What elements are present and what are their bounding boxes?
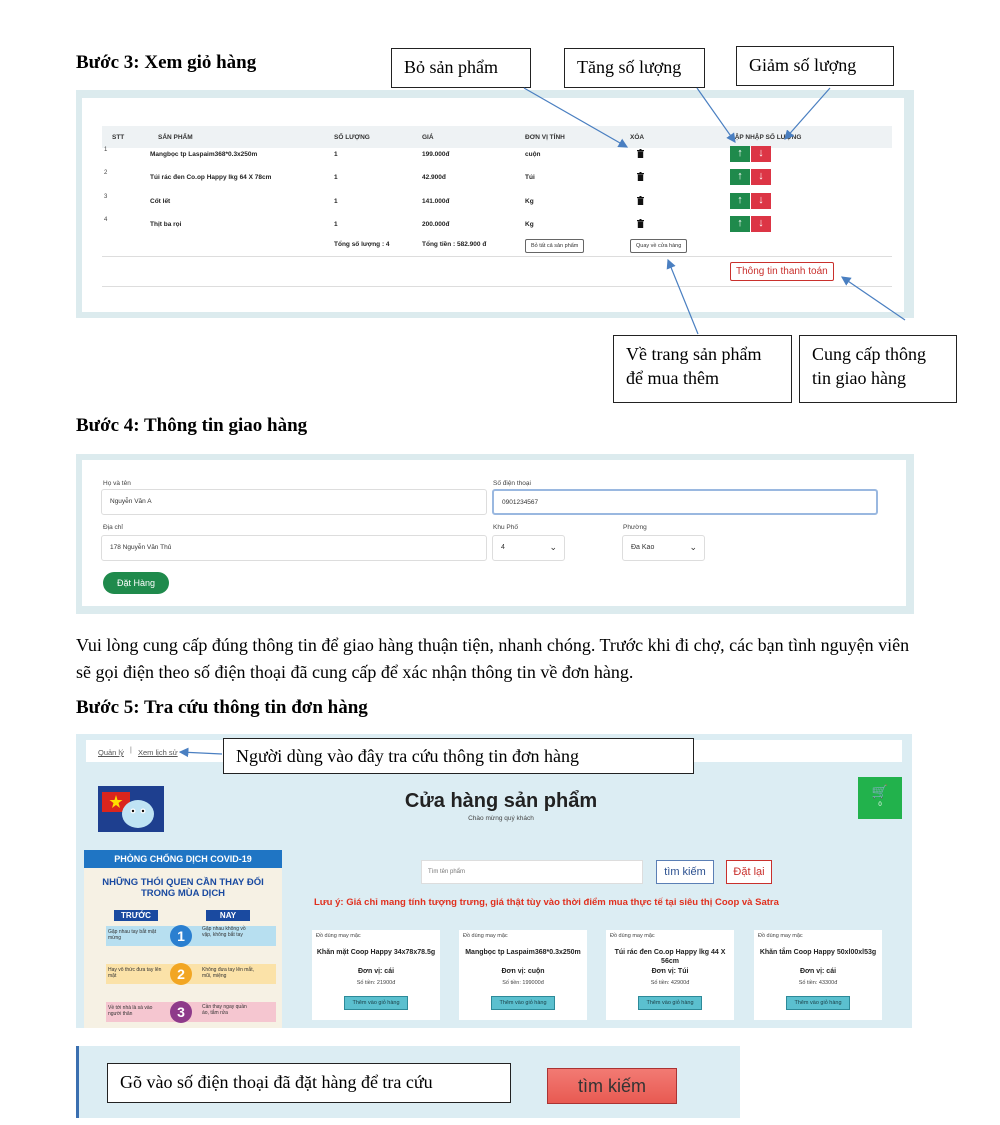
col-product: SẢN PHẨM <box>158 134 193 141</box>
product-name: Khăn mặt Coop Happy 34x78x78.5g <box>316 949 436 956</box>
row-qty: 1 <box>334 221 338 228</box>
back-to-shop-button[interactable]: Quay về cửa hàng <box>630 239 687 253</box>
history-link[interactable]: Xem lịch sử <box>138 748 178 757</box>
checkout-button[interactable]: Thông tin thanh toán <box>730 262 834 281</box>
phone-input[interactable]: 0901234567 <box>492 489 878 515</box>
cart-icon: 🛒 <box>871 784 889 799</box>
callout-back-to-products: Về trang sản phẩm để mua thêm <box>613 335 792 403</box>
decrease-button[interactable]: ↓ <box>751 146 771 162</box>
poster-before-text: Gặp nhau tay bắt mặt mừng <box>108 929 157 941</box>
chevron-down-icon: ⌄ <box>549 542 557 552</box>
arrow-back <box>668 260 698 334</box>
manage-link[interactable]: Quản lý <box>98 748 124 757</box>
product-category: Đồ dùng may mặc <box>758 933 803 939</box>
product-unit: Đơn vị: Túi <box>651 968 689 975</box>
row-qty: 1 <box>334 151 338 158</box>
increase-button[interactable]: ↑ <box>730 169 750 185</box>
row-index: 1 <box>104 147 108 153</box>
shop-title: Cửa hàng sản phẩm <box>404 790 598 812</box>
arrow-history <box>180 752 222 754</box>
row-index: 2 <box>104 170 108 176</box>
row-product: Mangbọc tp Laspaim368*0.3x250m <box>150 151 258 158</box>
col-delete: XÓA <box>630 134 645 141</box>
increase-button[interactable]: ↑ <box>730 193 750 209</box>
product-unit: Đơn vị: cuộn <box>501 968 545 975</box>
col-qty: SỐ LƯỢNG <box>334 134 370 141</box>
step4-heading: Bước 4: Thông tin giao hàng <box>76 415 308 436</box>
col-stt: STT <box>112 134 125 141</box>
add-to-cart-button[interactable]: Thêm vào giỏ hàng <box>491 996 555 1010</box>
poster-before-text: Về tới nhà là sà vào người thân <box>108 1005 153 1017</box>
row-price: 141.000đ <box>422 198 450 205</box>
add-to-cart-button[interactable]: Thêm vào giỏ hàng <box>638 996 702 1010</box>
increase-button[interactable]: ↑ <box>730 146 750 162</box>
callout-remove-product: Bỏ sản phẩm <box>391 48 531 88</box>
row-unit: Kg <box>525 221 534 228</box>
step3-heading: Bước 3: Xem giỏ hàng <box>76 52 257 73</box>
row-price: 200.000đ <box>422 221 450 228</box>
callout-history: Người dùng vào đây tra cứu thông tin đơn hàng <box>223 738 694 774</box>
arrow-shipping <box>842 277 905 320</box>
name-label: Họ và tên <box>103 480 131 487</box>
col-price: GIÁ <box>422 134 434 141</box>
phone-search-button[interactable]: tìm kiếm <box>547 1068 677 1104</box>
phone-label: Số điện thoại <box>493 480 531 487</box>
poster-now-label: NAY <box>206 910 250 921</box>
product-price: Số tiền: 199000đ <box>502 980 544 986</box>
row-product: Cốt lết <box>150 198 171 205</box>
product-category: Đồ dùng may mặc <box>463 933 508 939</box>
decrease-button[interactable]: ↓ <box>751 169 771 185</box>
product-price: Số tiền: 42900đ <box>650 980 690 986</box>
poster-number: 3 <box>170 1001 192 1023</box>
address-label: Địa chỉ <box>103 524 123 531</box>
block-value: 4 <box>501 544 505 551</box>
poster-number: 2 <box>170 963 192 985</box>
callout-shipping-info: Cung cấp thông tin giao hàng <box>799 335 957 403</box>
poster-now-text: Không đưa tay lên mắt, mũi, miệng <box>202 967 254 979</box>
poster-before-text: Hay vô thức đưa tay lên mặt <box>108 967 162 979</box>
poster-now-text: Cần thay ngay quần áo, tắm rửa <box>202 1004 247 1016</box>
product-unit: Đơn vị: cái <box>799 968 837 975</box>
arrow-decrease <box>785 88 830 139</box>
row-unit: Kg <box>525 198 534 205</box>
chevron-down-icon: ⌄ <box>689 542 697 552</box>
row-qty: 1 <box>334 198 338 205</box>
increase-button[interactable]: ↑ <box>730 216 750 232</box>
product-name: Khăn tắm Coop Happy 50xl00xl53g <box>759 949 877 956</box>
product-search-input[interactable]: Tìm tên phẩm <box>421 860 643 884</box>
row-product: Túi rác đen Co.op Happy lkg 64 X 78cm <box>150 174 272 181</box>
row-price: 42.900đ <box>422 174 446 181</box>
poster-before-label: TRƯỚC <box>114 910 158 921</box>
product-category: Đồ dùng may mặc <box>316 933 361 939</box>
step5-heading: Bước 5: Tra cứu thông tin đơn hàng <box>76 697 368 718</box>
total-price: Tổng tiền : 582.900 đ <box>422 241 487 248</box>
row-index: 3 <box>104 194 108 200</box>
address-input[interactable]: 178 Nguyễn Văn Thủ <box>101 535 487 561</box>
reset-button[interactable]: Đặt lại <box>726 860 772 884</box>
arrow-increase <box>697 88 735 142</box>
callout-increase-qty: Tăng số lượng <box>564 48 705 88</box>
product-name: Mangbọc tp Laspaim368*0.3x250m <box>465 949 581 956</box>
price-note: Lưu ý: Giá chỉ mang tính tượng trưng, giá thật tùy vào thời điểm mua thực tế tại siêu thị Coop và Satra <box>314 897 779 908</box>
arrow-remove <box>524 88 627 147</box>
decrease-button[interactable]: ↓ <box>751 193 771 209</box>
name-input[interactable]: Nguyễn Văn A <box>101 489 487 515</box>
row-qty: 1 <box>334 174 338 181</box>
col-update-qty: CẬP NHẬP SỐ LƯỢNG <box>730 134 802 141</box>
decrease-button[interactable]: ↓ <box>751 216 771 232</box>
product-unit: Đơn vị: cái <box>357 968 395 975</box>
row-unit: cuộn <box>525 151 541 158</box>
add-to-cart-button[interactable]: Thêm vào giỏ hàng <box>786 996 850 1010</box>
row-unit: Túi <box>525 174 535 181</box>
phone-search-field[interactable]: Gõ vào số điện thoại đã đặt hàng để tra cứu <box>107 1063 511 1103</box>
ward-label: Phường <box>623 524 647 531</box>
poster-header: PHÒNG CHỐNG DỊCH COVID-19 <box>84 850 282 868</box>
poster-now-text: Gặp nhau không vồ vập, không bắt tay <box>202 926 246 938</box>
block-label: Khu Phố <box>493 524 518 531</box>
product-name: Túi rác đen Co.op Happy lkg 44 X 56cm <box>614 949 726 965</box>
callout-decrease-qty: Giảm số lượng <box>736 46 894 86</box>
info-paragraph: Vui lòng cung cấp đúng thông tin để giao hàng thuận tiện, nhanh chóng. Trước khi đi chợ, các bạn tình nguyện viên sẽ gọi điện theo số điện thoại đã cung cấp để xác nhận thông tin về đơn hàng. <box>76 635 910 682</box>
product-price: Số tiền: 21900đ <box>356 980 396 986</box>
separator: | <box>130 747 132 754</box>
total-quantity: Tổng số lượng : 4 <box>334 241 390 248</box>
col-unit: ĐƠN VỊ TÍNH <box>525 134 565 141</box>
row-price: 199.000đ <box>422 151 450 158</box>
add-to-cart-button[interactable]: Thêm vào giỏ hàng <box>344 996 408 1010</box>
row-index: 4 <box>104 217 108 223</box>
search-button[interactable]: tìm kiếm <box>656 860 714 884</box>
poster-number: 1 <box>170 925 192 947</box>
cart-count: 0 <box>878 802 882 808</box>
remove-all-button[interactable]: Bỏ tất cả sản phẩm <box>525 239 584 253</box>
row-product: Thịt ba rọi <box>150 221 182 228</box>
product-category: Đồ dùng may mặc <box>610 933 655 939</box>
poster-title: NHỮNG THÓI QUEN CẦN THAY ĐỔI TRONG MÙA DỊCH <box>102 877 264 899</box>
product-price: Số tiền: 43300đ <box>798 980 838 986</box>
place-order-button[interactable]: Đặt Hàng <box>103 572 169 594</box>
shop-subtitle: Chào mừng quý khách <box>468 815 534 822</box>
ward-value: Đa Kao <box>631 544 655 551</box>
